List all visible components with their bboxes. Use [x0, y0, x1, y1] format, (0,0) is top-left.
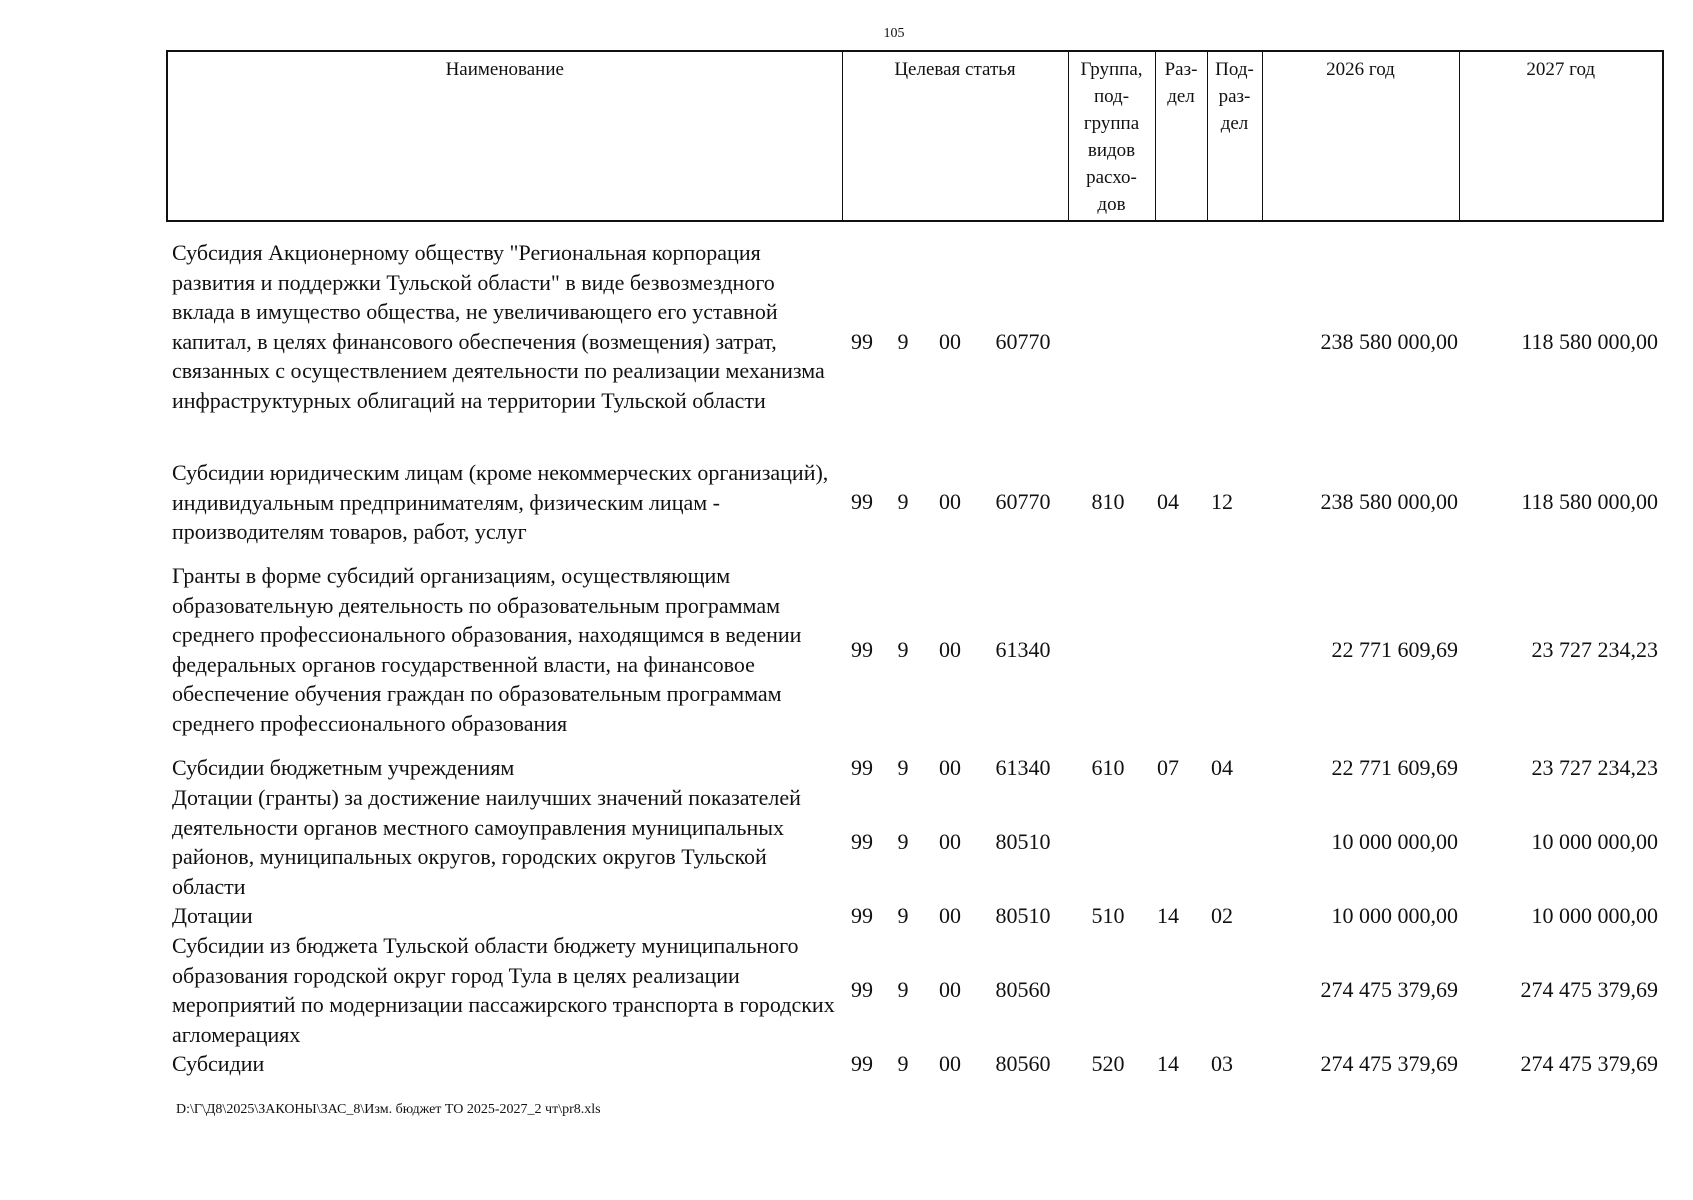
row-name: Субсидии бюджетным учреждениям	[172, 755, 515, 780]
amount-2027: 10 000 000,00	[1531, 903, 1658, 928]
amount-2026: 274 475 379,69	[1320, 977, 1458, 1002]
row-name: Субсидия Акционерному обществу "Региональная корпорация развития и поддержки Тульской области" в виде безвозмездного вклада в имущество общества, не увеличивающего его уставной капитал, в целях финансового обеспечения (возмещения) затрат, связанных с осуществлением деятельности по реализации механизма инфраструктурных облигаций на территории Тульской области	[172, 240, 825, 413]
target-code-d: 80510	[995, 829, 1051, 854]
amount-2026: 274 475 379,69	[1320, 1051, 1458, 1076]
expense-group: 510	[1091, 903, 1125, 928]
target-code-d: 80560	[995, 1051, 1051, 1076]
header-year-2027: 2027 год	[1459, 51, 1663, 221]
amount-2026: 238 580 000,00	[1320, 489, 1458, 514]
amount-2026: 10 000 000,00	[1331, 829, 1458, 854]
target-code-a: 99	[851, 329, 873, 354]
table-header	[166, 50, 1664, 222]
header-subsection: Под- раз- дел	[1207, 51, 1262, 221]
amount-2027: 118 580 000,00	[1521, 329, 1658, 354]
amount-2026: 10 000 000,00	[1331, 903, 1458, 928]
target-code-b: 9	[897, 755, 909, 780]
target-code-a: 99	[851, 489, 873, 514]
amount-2026: 22 771 609,69	[1331, 755, 1458, 780]
target-code-d: 61340	[995, 637, 1051, 662]
target-code-b: 9	[897, 1051, 909, 1076]
target-code-b: 9	[897, 903, 909, 928]
section: 14	[1157, 1051, 1179, 1076]
target-code-d: 61340	[995, 755, 1051, 780]
subsection: 12	[1211, 489, 1233, 514]
section: 07	[1157, 755, 1179, 780]
header-target: Целевая статья	[842, 51, 1068, 221]
target-code-b: 9	[897, 637, 909, 662]
row-name: Субсидии юридическим лицам (кроме некоммерческих организаций), индивидуальным предпринимателям, физическим лицам - производителям товаров, работ, услуг	[172, 460, 829, 544]
file-path-footer: D:\Г\Д8\2025\ЗАКОНЫ\ЗАС_8\Изм. бюджет ТО 2025-2027_2 чт\pr8.xls	[176, 1102, 601, 1117]
target-code-c: 00	[939, 755, 961, 780]
target-code-d: 60770	[995, 489, 1051, 514]
target-code-c: 00	[939, 637, 961, 662]
target-code-c: 00	[939, 489, 961, 514]
target-code-a: 99	[851, 977, 873, 1002]
target-code-c: 00	[939, 829, 961, 854]
section: 14	[1157, 903, 1179, 928]
target-code-d: 80560	[995, 977, 1051, 1002]
target-code-d: 60770	[995, 329, 1051, 354]
target-code-c: 00	[939, 1051, 961, 1076]
target-code-c: 00	[939, 903, 961, 928]
expense-group: 520	[1091, 1051, 1125, 1076]
header-section: Раз- дел	[1155, 51, 1207, 221]
amount-2026: 238 580 000,00	[1320, 329, 1458, 354]
target-code-b: 9	[897, 977, 909, 1002]
amount-2027: 274 475 379,69	[1520, 977, 1658, 1002]
target-code-b: 9	[897, 489, 909, 514]
target-code-c: 00	[939, 977, 961, 1002]
section: 04	[1157, 489, 1179, 514]
target-code-c: 00	[939, 329, 961, 354]
subsection: 03	[1211, 1051, 1233, 1076]
target-code-b: 9	[897, 329, 909, 354]
amount-2027: 10 000 000,00	[1531, 829, 1658, 854]
subsection: 04	[1211, 755, 1233, 780]
header-name: Наименование	[167, 51, 842, 221]
expense-group: 810	[1091, 489, 1125, 514]
row-name: Субсидии из бюджета Тульской области бюджету муниципального образования городской округ город Тула в целях реализации мероприятий по модернизации пассажирского транспорта в городских агломерациях	[172, 933, 835, 1047]
target-code-a: 99	[851, 637, 873, 662]
amount-2027: 118 580 000,00	[1521, 489, 1658, 514]
subsection: 02	[1211, 903, 1233, 928]
target-code-d: 80510	[995, 903, 1051, 928]
target-code-a: 99	[851, 903, 873, 928]
amount-2026: 22 771 609,69	[1331, 637, 1458, 662]
header-year-2026: 2026 год	[1262, 51, 1459, 221]
amount-2027: 23 727 234,23	[1531, 755, 1658, 780]
row-name: Субсидии	[172, 1051, 265, 1076]
target-code-a: 99	[851, 829, 873, 854]
row-name: Дотации	[172, 903, 253, 928]
expense-group: 610	[1091, 755, 1125, 780]
amount-2027: 23 727 234,23	[1531, 637, 1658, 662]
target-code-a: 99	[851, 1051, 873, 1076]
header-group: Группа, под- группа видов расхо- дов	[1068, 51, 1155, 221]
row-name: Дотации (гранты) за достижение наилучших значений показателей деятельности органов местного самоуправления муниципальных районов, муниципальных округов, городских округов Тульской области	[172, 785, 801, 899]
target-code-a: 99	[851, 755, 873, 780]
target-code-b: 9	[897, 829, 909, 854]
row-name: Гранты в форме субсидий организациям, осуществляющим образовательную деятельность по образовательным программам среднего профессионального образования, находящимся в ведении федеральных органов государственной власти, на финансовое обеспечение обучения граждан по образовательным программам среднего профессионального образования	[172, 563, 802, 736]
amount-2027: 274 475 379,69	[1520, 1051, 1658, 1076]
page-number: 105	[883, 26, 905, 41]
